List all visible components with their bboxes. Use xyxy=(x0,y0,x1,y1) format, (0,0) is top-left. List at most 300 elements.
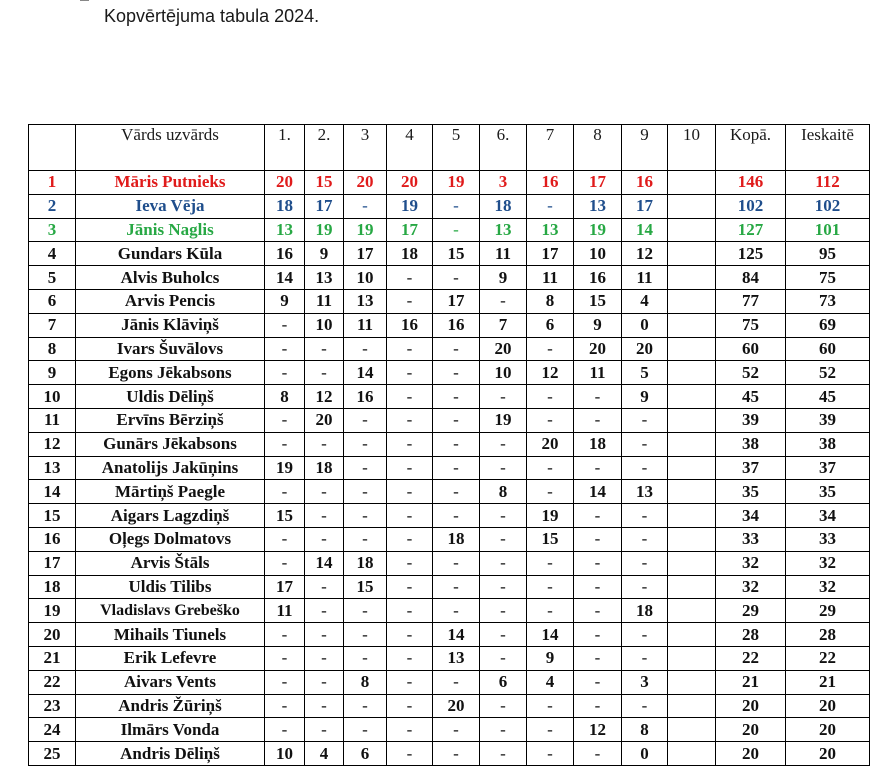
score-cell-round-10 xyxy=(668,599,716,623)
score-cell-round-5: - xyxy=(433,480,480,504)
score-cell-round-7: 14 xyxy=(527,623,574,647)
counted-cell: 45 xyxy=(786,385,870,409)
score-cell-round-10 xyxy=(668,575,716,599)
score-cell-round-3: - xyxy=(344,646,387,670)
score-cell-round-7: - xyxy=(527,480,574,504)
score-cell-round-1: - xyxy=(265,718,305,742)
counted-cell: 35 xyxy=(786,480,870,504)
table-row xyxy=(29,385,870,409)
score-cell-round-1: 9 xyxy=(265,289,305,313)
score-cell-round-9: - xyxy=(622,551,668,575)
name-cell: Jānis Klāviņš xyxy=(76,313,265,337)
score-cell-round-5: 19 xyxy=(433,171,480,195)
score-cell-round-7: 8 xyxy=(527,289,574,313)
total-cell: 22 xyxy=(716,646,786,670)
header-row xyxy=(29,125,870,171)
score-cell-round-7: - xyxy=(527,694,574,718)
score-cell-round-8: - xyxy=(574,646,622,670)
score-cell-round-3: - xyxy=(344,599,387,623)
score-cell-round-5: - xyxy=(433,361,480,385)
score-cell-round-1: 13 xyxy=(265,218,305,242)
name-cell: Ervīns Bērziņš xyxy=(76,408,265,432)
score-cell-round-5: - xyxy=(433,385,480,409)
counted-cell: 29 xyxy=(786,599,870,623)
header-round-9: 9 xyxy=(622,125,668,171)
name-cell: Aivars Vents xyxy=(76,670,265,694)
score-cell-round-5: 20 xyxy=(433,694,480,718)
counted-cell: 34 xyxy=(786,504,870,528)
score-cell-round-1: 20 xyxy=(265,171,305,195)
table-row xyxy=(29,432,870,456)
place-cell: 17 xyxy=(29,551,76,575)
score-cell-round-4: - xyxy=(387,623,433,647)
counted-cell: 39 xyxy=(786,408,870,432)
score-cell-round-4: 17 xyxy=(387,218,433,242)
score-cell-round-7: 20 xyxy=(527,432,574,456)
counted-cell: 101 xyxy=(786,218,870,242)
score-cell-round-7: - xyxy=(527,456,574,480)
score-cell-round-8: - xyxy=(574,527,622,551)
score-cell-round-10 xyxy=(668,646,716,670)
place-cell: 13 xyxy=(29,456,76,480)
table-row xyxy=(29,361,870,385)
counted-cell: 20 xyxy=(786,694,870,718)
score-cell-round-5: - xyxy=(433,504,480,528)
score-cell-round-2: 15 xyxy=(305,171,344,195)
total-cell: 32 xyxy=(716,575,786,599)
score-cell-round-10 xyxy=(668,551,716,575)
score-cell-round-3: 13 xyxy=(344,289,387,313)
name-cell: Jānis Naglis xyxy=(76,218,265,242)
score-cell-round-10 xyxy=(668,313,716,337)
score-cell-round-10 xyxy=(668,718,716,742)
score-cell-round-5: - xyxy=(433,551,480,575)
name-cell: Arvis Štāls xyxy=(76,551,265,575)
score-cell-round-5: 16 xyxy=(433,313,480,337)
header-total: Kopā. xyxy=(716,125,786,171)
score-cell-round-7: - xyxy=(527,385,574,409)
score-cell-round-4: - xyxy=(387,385,433,409)
score-cell-round-4: - xyxy=(387,361,433,385)
total-cell: 75 xyxy=(716,313,786,337)
score-cell-round-9: 12 xyxy=(622,242,668,266)
score-cell-round-8: 20 xyxy=(574,337,622,361)
score-cell-round-2: - xyxy=(305,718,344,742)
score-cell-round-6: - xyxy=(480,456,527,480)
total-cell: 20 xyxy=(716,742,786,766)
score-cell-round-6: - xyxy=(480,385,527,409)
score-cell-round-10 xyxy=(668,432,716,456)
score-cell-round-3: - xyxy=(344,432,387,456)
score-cell-round-2: - xyxy=(305,694,344,718)
score-cell-round-10 xyxy=(668,266,716,290)
score-cell-round-3: - xyxy=(344,480,387,504)
standings-table xyxy=(28,124,870,766)
score-cell-round-7: - xyxy=(527,575,574,599)
score-cell-round-8: - xyxy=(574,575,622,599)
score-cell-round-3: - xyxy=(344,623,387,647)
score-cell-round-10 xyxy=(668,456,716,480)
score-cell-round-10 xyxy=(668,670,716,694)
score-cell-round-7: 9 xyxy=(527,646,574,670)
score-cell-round-6: 6 xyxy=(480,670,527,694)
counted-cell: 28 xyxy=(786,623,870,647)
header-round-7: 7 xyxy=(527,125,574,171)
score-cell-round-5: - xyxy=(433,718,480,742)
score-cell-round-1: 8 xyxy=(265,385,305,409)
header-place xyxy=(29,125,76,171)
score-cell-round-6: 19 xyxy=(480,408,527,432)
score-cell-round-4: 18 xyxy=(387,242,433,266)
score-cell-round-8: 11 xyxy=(574,361,622,385)
score-cell-round-9: - xyxy=(622,456,668,480)
place-cell: 5 xyxy=(29,266,76,290)
score-cell-round-7: - xyxy=(527,194,574,218)
page-title: Kopvērtējuma tabula 2024. xyxy=(104,6,320,26)
total-cell: 84 xyxy=(716,266,786,290)
score-cell-round-9: - xyxy=(622,527,668,551)
score-cell-round-2: - xyxy=(305,337,344,361)
counted-cell: 33 xyxy=(786,527,870,551)
counted-cell: 52 xyxy=(786,361,870,385)
score-cell-round-1: - xyxy=(265,408,305,432)
total-cell: 146 xyxy=(716,171,786,195)
total-cell: 20 xyxy=(716,694,786,718)
total-cell: 37 xyxy=(716,456,786,480)
place-cell: 6 xyxy=(29,289,76,313)
score-cell-round-9: 17 xyxy=(622,194,668,218)
score-cell-round-3: - xyxy=(344,527,387,551)
score-cell-round-6: - xyxy=(480,575,527,599)
name-cell: Uldis Tilibs xyxy=(76,575,265,599)
score-cell-round-10 xyxy=(668,385,716,409)
score-cell-round-3: - xyxy=(344,504,387,528)
score-cell-round-8: 12 xyxy=(574,718,622,742)
place-cell: 15 xyxy=(29,504,76,528)
total-cell: 20 xyxy=(716,718,786,742)
score-cell-round-8: - xyxy=(574,623,622,647)
score-cell-round-8: 10 xyxy=(574,242,622,266)
score-cell-round-9: 0 xyxy=(622,313,668,337)
place-cell: 20 xyxy=(29,623,76,647)
score-cell-round-5: - xyxy=(433,575,480,599)
score-cell-round-4: - xyxy=(387,551,433,575)
score-cell-round-2: 11 xyxy=(305,289,344,313)
score-cell-round-2: - xyxy=(305,527,344,551)
place-cell: 9 xyxy=(29,361,76,385)
score-cell-round-7: 17 xyxy=(527,242,574,266)
score-cell-round-4: 19 xyxy=(387,194,433,218)
score-cell-round-2: - xyxy=(305,599,344,623)
score-cell-round-5: - xyxy=(433,670,480,694)
place-cell: 18 xyxy=(29,575,76,599)
score-cell-round-3: 10 xyxy=(344,266,387,290)
counted-cell: 38 xyxy=(786,432,870,456)
table-row xyxy=(29,718,870,742)
corner-mark xyxy=(80,0,89,1)
score-cell-round-10 xyxy=(668,480,716,504)
score-cell-round-8: - xyxy=(574,408,622,432)
header-round-4: 4 xyxy=(387,125,433,171)
score-cell-round-6: - xyxy=(480,432,527,456)
table-row xyxy=(29,599,870,623)
table-row xyxy=(29,313,870,337)
score-cell-round-1: 11 xyxy=(265,599,305,623)
score-cell-round-6: - xyxy=(480,527,527,551)
score-cell-round-7: 12 xyxy=(527,361,574,385)
score-cell-round-2: - xyxy=(305,575,344,599)
place-cell: 10 xyxy=(29,385,76,409)
score-cell-round-10 xyxy=(668,242,716,266)
total-cell: 38 xyxy=(716,432,786,456)
place-cell: 8 xyxy=(29,337,76,361)
score-cell-round-9: - xyxy=(622,575,668,599)
score-cell-round-2: 20 xyxy=(305,408,344,432)
score-cell-round-6: 11 xyxy=(480,242,527,266)
header-counted: Ieskaitē xyxy=(786,125,870,171)
score-cell-round-1: - xyxy=(265,646,305,670)
score-cell-round-9: 4 xyxy=(622,289,668,313)
score-cell-round-6: - xyxy=(480,742,527,766)
place-cell: 25 xyxy=(29,742,76,766)
name-cell: Aigars Lagzdiņš xyxy=(76,504,265,528)
score-cell-round-8: 18 xyxy=(574,432,622,456)
score-cell-round-4: - xyxy=(387,599,433,623)
score-cell-round-1: 16 xyxy=(265,242,305,266)
score-cell-round-10 xyxy=(668,361,716,385)
total-cell: 45 xyxy=(716,385,786,409)
name-cell: Ieva Vēja xyxy=(76,194,265,218)
table-row xyxy=(29,646,870,670)
counted-cell: 37 xyxy=(786,456,870,480)
score-cell-round-6: 8 xyxy=(480,480,527,504)
table-row xyxy=(29,480,870,504)
name-cell: Erik Lefevre xyxy=(76,646,265,670)
counted-cell: 95 xyxy=(786,242,870,266)
score-cell-round-8: - xyxy=(574,599,622,623)
header-round-5: 5 xyxy=(433,125,480,171)
table-row xyxy=(29,194,870,218)
score-cell-round-7: - xyxy=(527,718,574,742)
name-cell: Gundars Kūla xyxy=(76,242,265,266)
counted-cell: 22 xyxy=(786,646,870,670)
score-cell-round-7: - xyxy=(527,742,574,766)
score-cell-round-4: - xyxy=(387,504,433,528)
header-round-8: 8 xyxy=(574,125,622,171)
score-cell-round-2: - xyxy=(305,361,344,385)
score-cell-round-4: - xyxy=(387,289,433,313)
score-cell-round-4: - xyxy=(387,670,433,694)
counted-cell: 102 xyxy=(786,194,870,218)
counted-cell: 20 xyxy=(786,742,870,766)
score-cell-round-9: - xyxy=(622,432,668,456)
score-cell-round-5: 17 xyxy=(433,289,480,313)
score-cell-round-8: - xyxy=(574,694,622,718)
place-cell: 4 xyxy=(29,242,76,266)
score-cell-round-3: 6 xyxy=(344,742,387,766)
name-cell: Ilmārs Vonda xyxy=(76,718,265,742)
score-cell-round-1: - xyxy=(265,480,305,504)
total-cell: 102 xyxy=(716,194,786,218)
name-cell: Andris Žūriņš xyxy=(76,694,265,718)
total-cell: 60 xyxy=(716,337,786,361)
score-cell-round-5: - xyxy=(433,337,480,361)
score-cell-round-7: 19 xyxy=(527,504,574,528)
total-cell: 29 xyxy=(716,599,786,623)
score-cell-round-4: - xyxy=(387,646,433,670)
score-cell-round-8: - xyxy=(574,670,622,694)
score-cell-round-2: - xyxy=(305,646,344,670)
place-cell: 23 xyxy=(29,694,76,718)
score-cell-round-9: 3 xyxy=(622,670,668,694)
score-cell-round-10 xyxy=(668,694,716,718)
score-cell-round-1: - xyxy=(265,670,305,694)
name-cell: Uldis Dēliņš xyxy=(76,385,265,409)
name-cell: Mārtiņš Paegle xyxy=(76,480,265,504)
score-cell-round-3: 15 xyxy=(344,575,387,599)
place-cell: 2 xyxy=(29,194,76,218)
score-cell-round-1: - xyxy=(265,337,305,361)
score-cell-round-5: 18 xyxy=(433,527,480,551)
score-cell-round-3: - xyxy=(344,694,387,718)
score-cell-round-2: - xyxy=(305,623,344,647)
score-cell-round-10 xyxy=(668,171,716,195)
score-cell-round-9: - xyxy=(622,646,668,670)
place-cell: 19 xyxy=(29,599,76,623)
place-cell: 11 xyxy=(29,408,76,432)
place-cell: 21 xyxy=(29,646,76,670)
score-cell-round-5: - xyxy=(433,432,480,456)
score-cell-round-6: 3 xyxy=(480,171,527,195)
score-cell-round-4: - xyxy=(387,575,433,599)
name-cell: Alvis Buholcs xyxy=(76,266,265,290)
score-cell-round-3: 8 xyxy=(344,670,387,694)
score-cell-round-8: - xyxy=(574,504,622,528)
table-row xyxy=(29,337,870,361)
score-cell-round-10 xyxy=(668,527,716,551)
name-cell: Anatolijs Jakūņins xyxy=(76,456,265,480)
score-cell-round-2: 9 xyxy=(305,242,344,266)
score-cell-round-3: - xyxy=(344,718,387,742)
score-cell-round-4: - xyxy=(387,408,433,432)
score-cell-round-5: - xyxy=(433,408,480,432)
score-cell-round-6: - xyxy=(480,551,527,575)
score-cell-round-9: 11 xyxy=(622,266,668,290)
counted-cell: 73 xyxy=(786,289,870,313)
score-cell-round-10 xyxy=(668,504,716,528)
place-cell: 12 xyxy=(29,432,76,456)
score-cell-round-1: 10 xyxy=(265,742,305,766)
place-cell: 14 xyxy=(29,480,76,504)
score-cell-round-7: - xyxy=(527,551,574,575)
score-cell-round-2: 14 xyxy=(305,551,344,575)
score-cell-round-3: 19 xyxy=(344,218,387,242)
score-cell-round-1: - xyxy=(265,694,305,718)
score-cell-round-2: - xyxy=(305,504,344,528)
score-cell-round-6: - xyxy=(480,623,527,647)
score-cell-round-9: 18 xyxy=(622,599,668,623)
table-row xyxy=(29,456,870,480)
score-cell-round-5: 15 xyxy=(433,242,480,266)
score-cell-round-9: 5 xyxy=(622,361,668,385)
score-cell-round-7: 15 xyxy=(527,527,574,551)
total-cell: 35 xyxy=(716,480,786,504)
place-cell: 24 xyxy=(29,718,76,742)
score-cell-round-2: 4 xyxy=(305,742,344,766)
name-cell: Oļegs Dolmatovs xyxy=(76,527,265,551)
header-round-1: 1. xyxy=(265,125,305,171)
counted-cell: 60 xyxy=(786,337,870,361)
score-cell-round-7: - xyxy=(527,337,574,361)
score-cell-round-8: 14 xyxy=(574,480,622,504)
counted-cell: 75 xyxy=(786,266,870,290)
header-round-6: 6. xyxy=(480,125,527,171)
score-cell-round-2: 18 xyxy=(305,456,344,480)
score-cell-round-6: - xyxy=(480,718,527,742)
counted-cell: 21 xyxy=(786,670,870,694)
score-cell-round-9: 13 xyxy=(622,480,668,504)
score-cell-round-6: 7 xyxy=(480,313,527,337)
score-cell-round-1: - xyxy=(265,551,305,575)
score-cell-round-3: 20 xyxy=(344,171,387,195)
score-cell-round-9: - xyxy=(622,694,668,718)
total-cell: 127 xyxy=(716,218,786,242)
table-row xyxy=(29,171,870,195)
score-cell-round-10 xyxy=(668,623,716,647)
score-cell-round-7: 6 xyxy=(527,313,574,337)
score-cell-round-7: 16 xyxy=(527,171,574,195)
score-cell-round-8: - xyxy=(574,456,622,480)
score-cell-round-3: 11 xyxy=(344,313,387,337)
score-cell-round-7: - xyxy=(527,599,574,623)
score-cell-round-10 xyxy=(668,218,716,242)
score-cell-round-10 xyxy=(668,337,716,361)
score-cell-round-8: 9 xyxy=(574,313,622,337)
name-cell: Arvis Pencis xyxy=(76,289,265,313)
score-cell-round-5: - xyxy=(433,266,480,290)
name-cell: Egons Jēkabsons xyxy=(76,361,265,385)
header-round-3: 3 xyxy=(344,125,387,171)
score-cell-round-2: 13 xyxy=(305,266,344,290)
total-cell: 34 xyxy=(716,504,786,528)
score-cell-round-3: - xyxy=(344,408,387,432)
place-cell: 22 xyxy=(29,670,76,694)
header-round-10: 10 xyxy=(668,125,716,171)
score-cell-round-4: - xyxy=(387,742,433,766)
score-cell-round-3: - xyxy=(344,194,387,218)
place-cell: 3 xyxy=(29,218,76,242)
score-cell-round-4: - xyxy=(387,694,433,718)
score-cell-round-6: 9 xyxy=(480,266,527,290)
table-body xyxy=(29,171,870,766)
score-cell-round-1: - xyxy=(265,527,305,551)
counted-cell: 32 xyxy=(786,551,870,575)
score-cell-round-8: 19 xyxy=(574,218,622,242)
score-cell-round-9: 14 xyxy=(622,218,668,242)
score-cell-round-5: 13 xyxy=(433,646,480,670)
counted-cell: 69 xyxy=(786,313,870,337)
score-cell-round-2: - xyxy=(305,670,344,694)
score-cell-round-4: - xyxy=(387,456,433,480)
score-cell-round-1: 15 xyxy=(265,504,305,528)
score-cell-round-2: - xyxy=(305,432,344,456)
score-cell-round-6: - xyxy=(480,504,527,528)
score-cell-round-9: 16 xyxy=(622,171,668,195)
score-cell-round-9: - xyxy=(622,408,668,432)
score-cell-round-5: - xyxy=(433,194,480,218)
score-cell-round-6: - xyxy=(480,694,527,718)
score-cell-round-2: 10 xyxy=(305,313,344,337)
